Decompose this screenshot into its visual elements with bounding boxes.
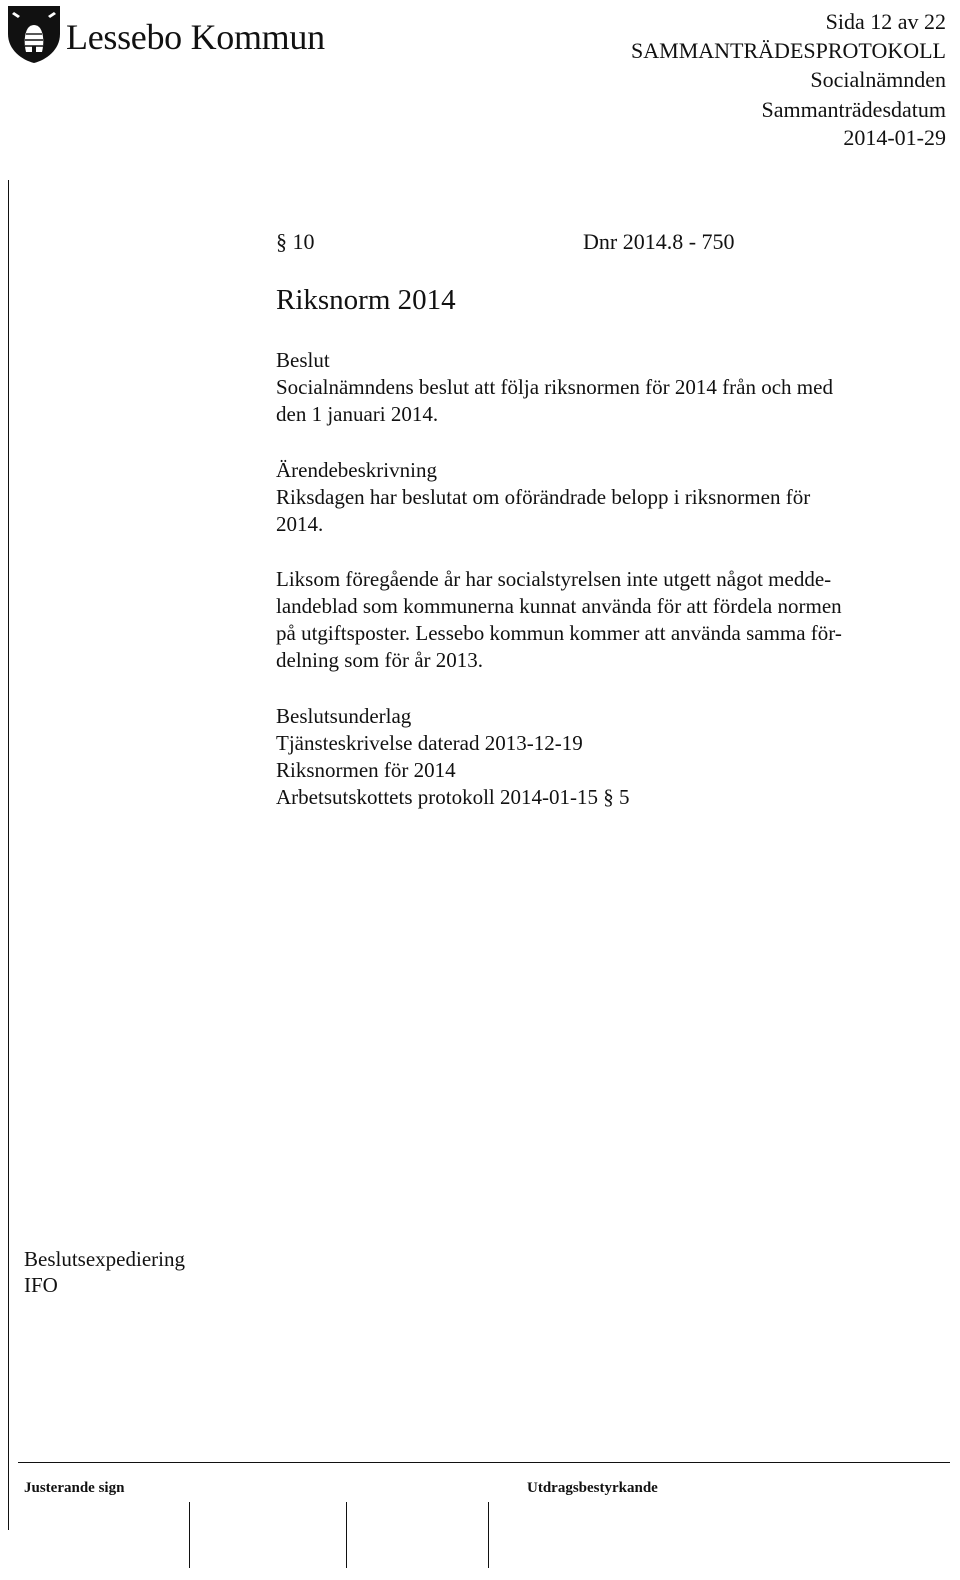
dnr-number: Dnr 2014.8 - 750 [583, 229, 735, 254]
arende-para2-line: på utgiftsposter. Lessebo kommun kommer att använda samma för- [276, 621, 842, 645]
signature-box-divider [488, 1502, 489, 1568]
arende-line: 2014. [276, 512, 324, 536]
expediering-value: IFO [24, 1273, 58, 1297]
municipality-crest-icon [6, 4, 62, 64]
arende-para2-line: landeblad som kommunerna kunnat använda för att fördela normen [276, 594, 842, 618]
logo-text: Lessebo Kommun [66, 17, 325, 57]
meeting-date: 2014-01-29 [843, 125, 946, 150]
beslut-line: Socialnämndens beslut att följa riksnormen för 2014 från och med [276, 375, 833, 399]
underlag-item: Riksnormen för 2014 [276, 758, 456, 782]
signature-box-divider [346, 1502, 347, 1568]
underlag-heading: Beslutsunderlag [276, 704, 412, 728]
page-number: Sida 12 av 22 [825, 9, 946, 34]
paragraph-number: § 10 [276, 229, 315, 254]
item-title: Riksnorm 2014 [276, 284, 456, 316]
document-type: SAMMANTRÄDESPROTOKOLL [631, 38, 946, 63]
committee-name: Socialnämnden [810, 67, 946, 92]
arende-line: Riksdagen har beslutat om oförändrade belopp i riksnormen för [276, 485, 811, 509]
signature-box-divider [189, 1502, 190, 1568]
beslut-line: den 1 januari 2014. [276, 402, 439, 426]
expediering-heading: Beslutsexpediering [24, 1247, 185, 1271]
footer-rule [18, 1462, 950, 1463]
meeting-date-label: Sammanträdesdatum [761, 97, 946, 122]
utdragsbestyrkande-label: Utdragsbestyrkande [527, 1480, 658, 1496]
underlag-item: Tjänsteskrivelse daterad 2013-12-19 [276, 731, 583, 755]
arende-heading: Ärendebeskrivning [276, 458, 437, 482]
arende-para2-line: delning som för år 2013. [276, 648, 484, 672]
beslut-heading: Beslut [276, 348, 330, 372]
arende-para2-line: Liksom föregående år har socialstyrelsen inte utgett något medde- [276, 567, 832, 591]
underlag-item: Arbetsutskottets protokoll 2014-01-15 § 5 [276, 785, 630, 809]
justerande-sign-label: Justerande sign [24, 1480, 125, 1496]
margin-line [8, 180, 9, 1530]
